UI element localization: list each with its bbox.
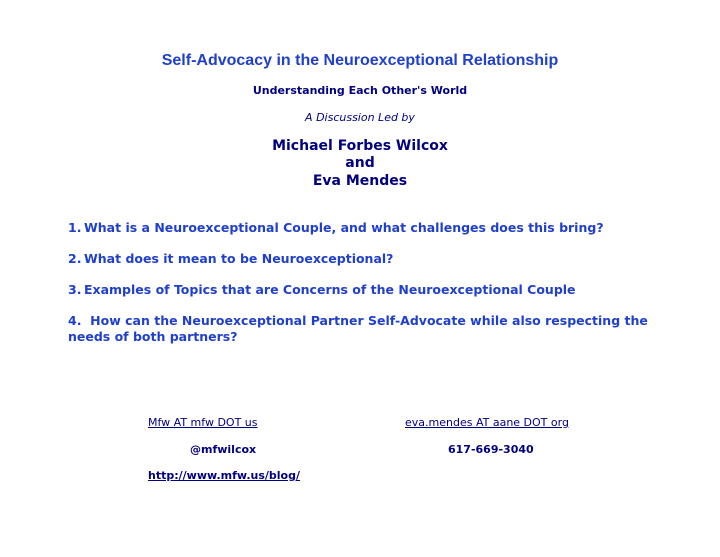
document-title: Self-Advocacy in the Neuroexceptional Relationship: [161, 52, 559, 69]
topic-item: [68, 282, 688, 298]
document-subtitle: Understanding Each Other's World: [252, 84, 468, 97]
topic-item: [68, 251, 688, 267]
led-by-text: A Discussion Led by: [305, 111, 415, 124]
topic-number: 3.: [68, 282, 82, 297]
topic-text: What does it mean to be Neuroexceptional?: [84, 251, 394, 266]
topic-number: 4.: [68, 313, 82, 328]
topic-text: How can the Neuroexceptional Partner Self-Advocate while also respecting the needs of both partners?: [68, 313, 648, 344]
blog-link[interactable]: http://www.mfw.us/blog/: [148, 469, 300, 482]
speaker-name-second: Eva Mendes: [312, 173, 408, 189]
speaker-conjunction: and: [345, 155, 375, 171]
phone-number: 617-669-3040: [448, 443, 534, 456]
twitter-handle: @mfwilcox: [190, 443, 257, 456]
email-link-wilcox[interactable]: Mfw AT mfw DOT us: [148, 416, 258, 429]
topic-text: Examples of Topics that are Concerns of the Neuroexceptional Couple: [84, 282, 576, 297]
email-link-mendes[interactable]: eva.mendes AT aane DOT org: [405, 416, 569, 429]
topic-text: What is a Neuroexceptional Couple, and what challenges does this bring?: [84, 220, 604, 235]
topic-item: [68, 313, 688, 345]
topic-list: [68, 220, 688, 360]
topic-item: [68, 220, 688, 236]
topic-number: 1.: [68, 220, 82, 235]
topic-number: 2.: [68, 251, 82, 266]
speaker-name-first: Michael Forbes Wilcox: [272, 138, 448, 154]
